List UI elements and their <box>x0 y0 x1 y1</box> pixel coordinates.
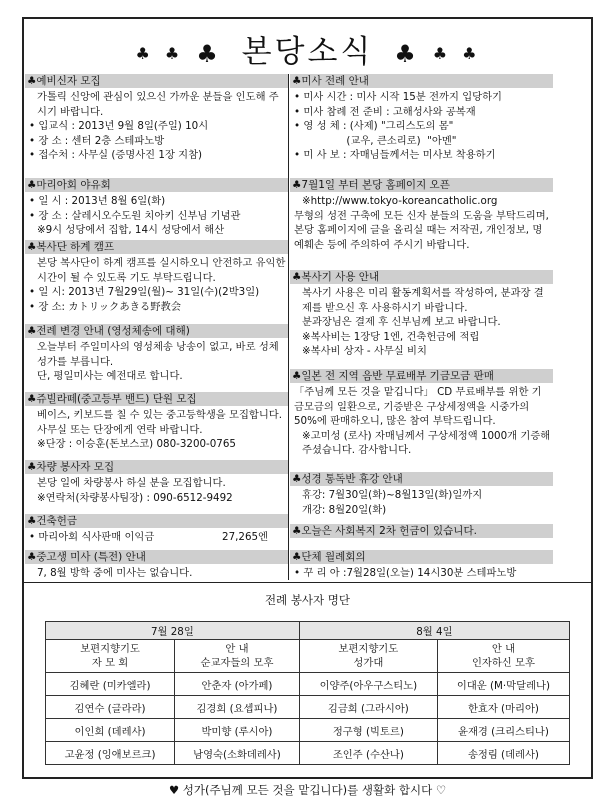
notice-line: • 영 성 체 : (사제) "그리스도의 몸" <box>294 120 454 133</box>
notice-line: • 장 소: カトリックあきる野教会 <box>29 300 182 313</box>
notice-line: 오늘부터 주일미사의 영성체송 낭송이 없고, 바로 성체성가를 부릅니다. <box>37 341 279 368</box>
roster-cell: 정구형 (빅토르) <box>299 719 437 742</box>
roster-cell: 김금희 (그라시아) <box>299 696 437 719</box>
notice-line: ※9시 성당에서 집합, 14시 성당에서 해산 <box>37 224 225 237</box>
notice-line: • 일 시: 2013년 7월29일(월)~ 31일(수)(2박3일) <box>29 286 260 299</box>
notice-line: • 미사 시간 : 미사 시작 15분 전까지 입당하기 <box>294 91 502 103</box>
notice-cd-fundraising <box>290 369 553 458</box>
notice-line: ※고미성 (로사) 자매님께서 구상세정액 1000개 기증해주셨습니다. 감사합니다. <box>302 429 551 457</box>
notice-line: ※단장 : 이승훈(돈보스코) 080-3200-0765 <box>37 438 236 451</box>
roster-cell: 조인주 (수산나) <box>299 742 437 765</box>
roster-cell: 박미향 (루시아) <box>175 719 300 742</box>
roster-cell: 남영숙(소화데레사) <box>175 742 300 765</box>
table-row <box>46 719 570 742</box>
notice-line: 「주님께 모든 것을 맡깁니다」 CD 무료배부를 위한 기금모금의 일환으로, 기증받은 구상세정액을 시중가의 50%에 판매하오니, 많은 참여 부탁드립니다. <box>294 386 542 428</box>
notice-liturgy-change <box>25 324 288 384</box>
notice-heading: ♣건축헌금 <box>25 514 288 528</box>
notice-line: (교우, 큰소리로) "아멘" <box>294 134 457 147</box>
notice-heading: ♣성경 통독반 휴강 안내 <box>290 472 553 486</box>
notice-maria-picnic <box>25 178 288 238</box>
roster-cell: 송정림 (데레사) <box>437 742 569 765</box>
notice-line: 개강: 8월20일(화) <box>302 503 387 516</box>
column-divider <box>288 74 289 580</box>
notice-heading: ♣차량 봉사자 모집 <box>25 460 288 474</box>
club-icon: ♣ <box>164 43 183 63</box>
roster-date-row <box>46 622 570 640</box>
table-row <box>46 742 570 765</box>
notice-heading: ♣일본 전 지역 음반 무료배부 기금모금 판매 <box>290 369 553 383</box>
roster-date: 8월 4일 <box>299 622 569 640</box>
notice-line: • 접수처 : 사무실 (증명사진 1장 지참) <box>29 149 203 162</box>
notice-line: ※복사비는 1장당 1엔, 건축헌금에 적립 <box>302 330 480 343</box>
section-divider <box>23 582 592 583</box>
notice-line: 휴강: 7월30일(화)~8월13일(화)일까지 <box>302 489 483 501</box>
club-icon: ♣ <box>432 43 451 63</box>
roster-cell: 이대운 (M·막달레나) <box>437 673 569 696</box>
roster-title: 전례 봉사자 명단 <box>264 593 351 607</box>
roster-role-row <box>46 640 570 673</box>
roster-role: 보편지향기도 자 모 회 <box>46 640 175 673</box>
notice-copier <box>290 270 553 359</box>
notice-heading: ♣중고생 미사 (특전) 안내 <box>25 550 288 564</box>
notice-welfare-collection <box>290 524 553 538</box>
notice-line: • 미 사 보 : 자매님들께서는 미사보 착용하기 <box>294 149 496 162</box>
notice-student-mass <box>25 550 288 581</box>
notice-heading: ♣예비신자 모집 <box>25 74 288 88</box>
notice-line: 가톨릭 신앙에 관심이 있으신 가까운 분들을 인도해 주시기 바랍니다. <box>37 91 279 118</box>
roster-cell: 한효자 (마리아) <box>437 696 569 719</box>
homepage-url[interactable]: ※http://www.tokyo-koreancatholic.org <box>302 195 498 207</box>
club-icon: ♣ <box>135 43 153 63</box>
notice-catechumen <box>25 74 288 163</box>
notice-line: 7, 8월 방학 중에 미사는 없습니다. <box>37 567 193 579</box>
roster-role: 안 내 인자하신 모후 <box>437 640 569 673</box>
notice-heading: ♣복사기 사용 안내 <box>290 270 553 284</box>
roster-date: 7월 28일 <box>46 622 300 640</box>
footer-slogan: ♥ 성가(주님께 모든 것을 맡깁니다)를 생활화 합시다 ♡ <box>168 783 447 797</box>
notice-heading: ♣복사단 하계 캠프 <box>25 240 288 254</box>
notice-heading: ♣미사 전례 안내 <box>290 74 553 88</box>
roster-cell: 이인희 (데레사) <box>46 719 175 742</box>
roster-role: 보편지향기도 성가대 <box>299 640 437 673</box>
fund-amount: 27,265엔 <box>222 531 268 543</box>
roster-cell: 윤재경 (크리스티나) <box>437 719 569 742</box>
notice-line: 무형의 성전 구축에 모든 신자 분들의 도움을 부탁드리며, 본당 홈페이지에 글을 올리실 때는 저작권, 개인정보, 명예훼손 등에 주의하여 주시기 바랍니다. <box>294 209 549 251</box>
club-icon: ♣ <box>462 43 480 63</box>
notice-heading: ♣오늘은 사회복지 2차 헌금이 있습니다. <box>290 524 553 538</box>
notice-band-recruit <box>25 392 288 452</box>
notice-altar-camp <box>25 240 288 314</box>
roster-cell: 김경희 (요셉피나) <box>175 696 300 719</box>
roster-role: 안 내 순교자들의 모후 <box>175 640 300 673</box>
notice-line: • 미사 참례 전 준비 : 고해성사와 공복재 <box>294 105 476 118</box>
notice-line: ※복사비 상자 - 사무실 비치 <box>302 345 427 358</box>
notice-line: • 일 시 : 2013년 8월 6일(화) <box>29 195 166 207</box>
roster-cell: 김연수 (글라라) <box>46 696 175 719</box>
roster-cell: 김혜란 (미카엘라) <box>46 673 175 696</box>
notice-line: 복사기 사용은 미리 활동계획서를 작성하여, 분과장 결제를 받으신 후 사용하시기 바랍니다. <box>302 287 544 314</box>
roster-cell: 고윤정 (잉애보르크) <box>46 742 175 765</box>
notice-line: 단, 평일미사는 예전대로 합니다. <box>37 370 183 383</box>
roster-cell: 안춘자 (아가페) <box>175 673 300 696</box>
notice-bible-class <box>290 472 553 517</box>
notice-line: • 장 소 : 센터 2층 스테파노방 <box>29 134 165 147</box>
notice-heading: ♣쥬빌라떼(중고등부 밴드) 단원 모집 <box>25 392 288 406</box>
notice-line: 분과장님은 결제 후 신부님께 보고 바랍니다. <box>302 316 501 329</box>
notice-driver-recruit <box>25 460 288 505</box>
table-row <box>46 673 570 696</box>
roster-table <box>45 621 570 765</box>
notice-line: • 장 소 : 살레시오수도원 치아키 신부님 기념관 <box>29 209 241 222</box>
notice-group-meeting <box>290 550 553 581</box>
notice-line: 본당 복사단이 하계 캠프를 실시하오니 안전하고 유익한 시간이 될 수 있도록 기도 부탁드립니다. <box>37 257 286 284</box>
table-row <box>46 696 570 719</box>
notice-line: 베이스, 키보드를 칠 수 있는 중고등학생을 모집합니다. 사무실 또는 단장에게 연락 바랍니다. <box>37 409 283 436</box>
club-icon: ♣ <box>196 39 221 68</box>
notice-heading: ♣7월1일 부터 본당 홈페이지 오픈 <box>290 178 553 192</box>
notice-line: ※연락처(차량봉사팀장) : 090-6512-9492 <box>37 491 233 504</box>
notice-heading: ♣마리아회 야유회 <box>25 178 288 192</box>
club-icon: ♣ <box>394 39 419 68</box>
notice-heading: ♣전례 변경 안내 (영성체송에 대해) <box>25 324 288 338</box>
notice-heading: ♣단체 월례회의 <box>290 550 553 564</box>
roster-cell: 이양주(아우구스티노) <box>299 673 437 696</box>
page-title <box>24 27 591 77</box>
notice-homepage <box>290 178 553 252</box>
notice-line: • 꾸 리 아 :7월28일(오늘) 14시30분 스테파노방 <box>294 567 517 579</box>
notice-line: • 마리아회 식사판매 이익금 <box>29 531 155 543</box>
notice-mass-guide <box>290 74 553 163</box>
notice-building-fund <box>25 514 288 545</box>
notice-line: • 입교식 : 2013년 9월 8일(주일) 10시 <box>29 120 209 133</box>
page-title-text: 본당소식 <box>241 34 374 70</box>
notice-line: 본당 일에 차량봉사 하실 분을 모집합니다. <box>37 477 226 489</box>
